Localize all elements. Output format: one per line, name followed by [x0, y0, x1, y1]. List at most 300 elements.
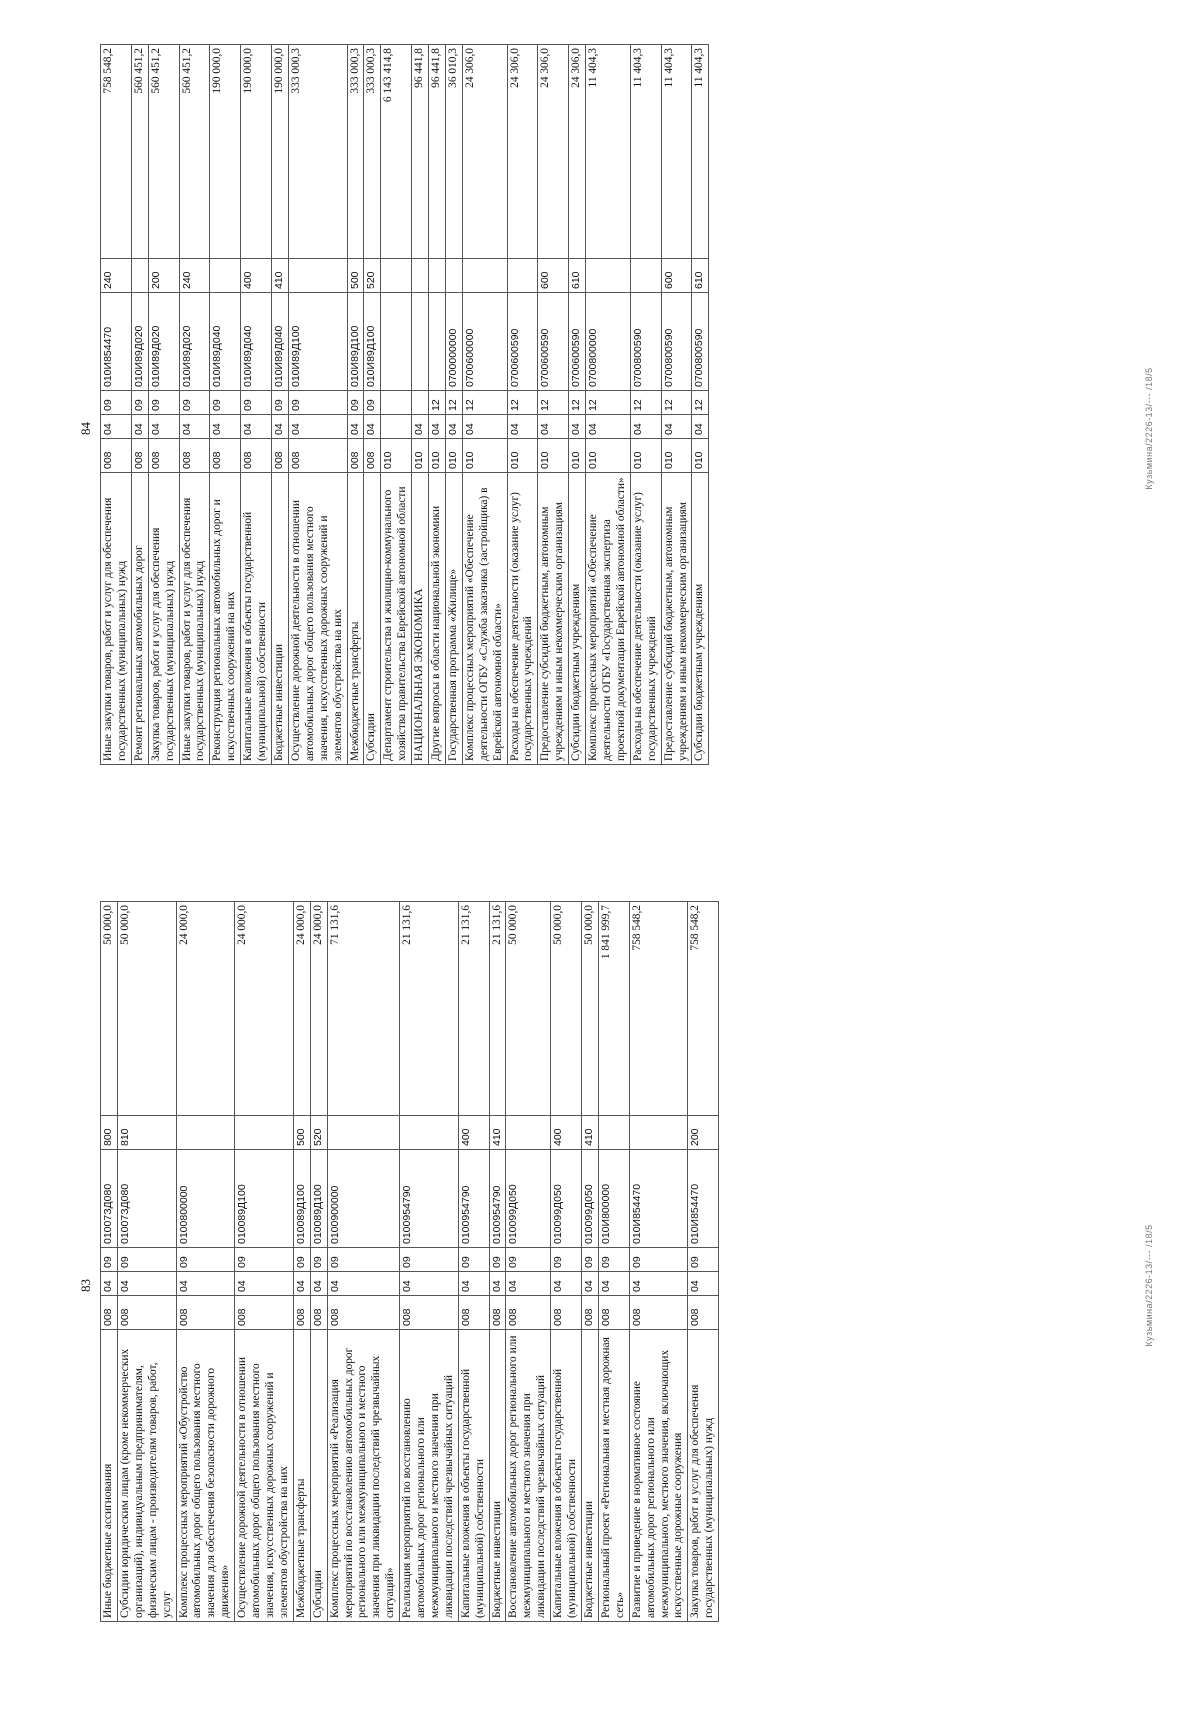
- table-row: [445, 45, 462, 765]
- row-expense-type-code: [235, 1116, 294, 1150]
- row-admin-code: 008: [179, 439, 210, 473]
- page-83: [0, 857, 1200, 1714]
- row-target-code: 0700800000: [586, 293, 631, 391]
- row-expense-type-code: 410: [582, 1116, 599, 1150]
- table-row: [271, 45, 288, 765]
- page-footer: Кузьмина/2226-13/--- /18/5: [1144, 1224, 1154, 1347]
- row-expense-type-code: 810: [117, 1116, 176, 1150]
- row-section-code: 04: [582, 1272, 599, 1296]
- row-target-code: 010И89Д040: [271, 293, 288, 391]
- row-admin-code: 008: [489, 1296, 506, 1330]
- table-row: [293, 902, 310, 1622]
- table-row: [586, 45, 631, 765]
- row-section-code: 04: [629, 1272, 688, 1296]
- row-section-code: 04: [271, 415, 288, 439]
- row-expense-type-code: [429, 259, 446, 293]
- row-subsection-code: 09: [241, 391, 272, 415]
- row-expense-type-code: 240: [101, 259, 132, 293]
- row-name-cell: Ремонт региональных автомобильных дорог: [131, 473, 148, 765]
- row-target-code: 010И89Д100: [347, 293, 364, 391]
- row-target-code: 010И89Д020: [179, 293, 210, 391]
- row-section-code: 04: [569, 415, 586, 439]
- row-subsection-code: 09: [271, 391, 288, 415]
- table-row: [507, 45, 538, 765]
- row-amount: 24 000,0: [235, 902, 294, 1116]
- row-section-code: 04: [506, 1272, 551, 1296]
- row-target-code: 0100954790: [489, 1150, 506, 1248]
- row-subsection-code: 09: [235, 1248, 294, 1272]
- row-expense-type-code: 410: [489, 1116, 506, 1150]
- row-section-code: 04: [101, 415, 132, 439]
- row-amount: 190 000,0: [241, 45, 272, 259]
- row-section-code: 04: [586, 415, 631, 439]
- table-row: [148, 45, 179, 765]
- row-name-cell: Межбюджетные трансферты: [293, 1330, 310, 1622]
- row-admin-code: 008: [458, 1296, 489, 1330]
- row-name-cell: Капитальные вложения в объекты государственной (муниципальной) собственности: [458, 1330, 489, 1622]
- table-row: [551, 902, 582, 1622]
- table-row: [327, 902, 400, 1622]
- row-name-cell: Субсидии: [310, 1330, 327, 1622]
- row-admin-code: 008: [688, 1296, 719, 1330]
- row-name-cell: Комплекс процессных мероприятий «Обустройство автомобильных дорог общего пользования местного значения для обеспечения безопасности дорожного движения»: [176, 1330, 235, 1622]
- row-expense-type-code: [381, 259, 412, 293]
- row-name-cell: Предоставление субсидий бюджетным, автономным учреждениям и иным некоммерческим организациям: [538, 473, 569, 765]
- row-admin-code: 008: [551, 1296, 582, 1330]
- row-expense-type-code: 500: [293, 1116, 310, 1150]
- row-expense-type-code: 600: [661, 259, 692, 293]
- row-target-code: [412, 293, 429, 391]
- row-expense-type-code: 800: [101, 1116, 118, 1150]
- row-section-code: 04: [310, 1272, 327, 1296]
- row-admin-code: 008: [629, 1296, 688, 1330]
- row-name-cell: Реконструкция региональных автомобильных дорог и искусственных сооружений на них: [210, 473, 241, 765]
- row-target-code: 0100900000: [327, 1150, 400, 1248]
- row-name-cell: Субсидии бюджетным учреждениям: [692, 473, 709, 765]
- row-target-code: 010И89Д100: [288, 293, 347, 391]
- row-section-code: 04: [412, 415, 429, 439]
- row-target-code: 0700800590: [692, 293, 709, 391]
- row-amount: 24 306,0: [507, 45, 538, 259]
- row-amount: 24 000,0: [176, 902, 235, 1116]
- row-amount: 758 548,2: [629, 902, 688, 1116]
- row-section-code: 04: [489, 1272, 506, 1296]
- row-subsection-code: 09: [327, 1248, 400, 1272]
- row-target-code: 010099Д050: [551, 1150, 582, 1248]
- table-row: [310, 902, 327, 1622]
- row-name-cell: Другие вопросы в области национальной экономики: [429, 473, 446, 765]
- row-expense-type-code: [506, 1116, 551, 1150]
- row-expense-type-code: 240: [179, 259, 210, 293]
- table-row: [630, 45, 661, 765]
- row-expense-type-code: 400: [241, 259, 272, 293]
- row-expense-type-code: [507, 259, 538, 293]
- table-row: [429, 45, 446, 765]
- row-section-code: 04: [692, 415, 709, 439]
- row-subsection-code: 09: [288, 391, 347, 415]
- row-expense-type-code: 610: [569, 259, 586, 293]
- row-target-code: 010И89Д020: [131, 293, 148, 391]
- row-target-code: 0100800000: [176, 1150, 235, 1248]
- row-expense-type-code: [288, 259, 347, 293]
- row-target-code: 010И89Д020: [148, 293, 179, 391]
- row-section-code: 04: [327, 1272, 400, 1296]
- row-target-code: 010И854470: [688, 1150, 719, 1248]
- row-expense-type-code: [412, 259, 429, 293]
- row-admin-code: 008: [506, 1296, 551, 1330]
- row-name-cell: Восстановление автомобильных дорог регионального или межмуниципального и местного значения при ликвидации последствий чрезвычайных ситуаций: [506, 1330, 551, 1622]
- row-section-code: 04: [551, 1272, 582, 1296]
- row-section-code: 04: [288, 415, 347, 439]
- row-expense-type-code: 520: [310, 1116, 327, 1150]
- row-amount: 190 000,0: [210, 45, 241, 259]
- row-target-code: 010И854470: [101, 293, 132, 391]
- row-name-cell: Субсидии бюджетным учреждениям: [569, 473, 586, 765]
- row-subsection-code: 09: [101, 1248, 118, 1272]
- row-target-code: 0100954790: [400, 1150, 459, 1248]
- row-subsection-code: 09: [400, 1248, 459, 1272]
- table-row: [210, 45, 241, 765]
- row-section-code: [381, 415, 412, 439]
- row-amount: 24 306,0: [569, 45, 586, 259]
- row-subsection-code: 12: [429, 391, 446, 415]
- row-amount: 21 131,6: [400, 902, 459, 1116]
- row-name-cell: Департамент строительства и жилищно-коммунального хозяйства правительства Еврейской автономной области: [381, 473, 412, 765]
- row-amount: 24 000,0: [293, 902, 310, 1116]
- row-admin-code: 008: [235, 1296, 294, 1330]
- row-expense-type-code: [445, 259, 462, 293]
- row-name-cell: Бюджетные инвестиции: [271, 473, 288, 765]
- row-admin-code: 008: [288, 439, 347, 473]
- budget-table-body: [101, 45, 709, 765]
- row-subsection-code: 09: [506, 1248, 551, 1272]
- row-name-cell: Предоставление субсидий бюджетным, автономным учреждениям и иным некоммерческим организациям: [661, 473, 692, 765]
- row-section-code: 04: [458, 1272, 489, 1296]
- row-target-code: 010089Д100: [310, 1150, 327, 1248]
- row-admin-code: 010: [630, 439, 661, 473]
- row-subsection-code: 09: [364, 391, 381, 415]
- row-section-code: 04: [347, 415, 364, 439]
- row-amount: 36 010,3: [445, 45, 462, 259]
- row-subsection-code: [381, 391, 412, 415]
- row-target-code: 0700600590: [538, 293, 569, 391]
- row-section-code: 04: [507, 415, 538, 439]
- row-admin-code: 010: [538, 439, 569, 473]
- row-subsection-code: 12: [445, 391, 462, 415]
- table-row: [661, 45, 692, 765]
- row-subsection-code: 09: [347, 391, 364, 415]
- row-name-cell: Иные закупки товаров, работ и услуг для обеспечения государственных (муниципальных) нужд: [101, 473, 132, 765]
- table-row: [400, 902, 459, 1622]
- table-row: [506, 902, 551, 1622]
- row-admin-code: 010: [507, 439, 538, 473]
- table-row: [381, 45, 412, 765]
- table-row: [458, 902, 489, 1622]
- row-name-cell: Субсидии: [364, 473, 381, 765]
- table-row: [101, 45, 132, 765]
- row-section-code: 04: [429, 415, 446, 439]
- row-name-cell: Государственная программа «Жилище»: [445, 473, 462, 765]
- row-subsection-code: 12: [569, 391, 586, 415]
- row-section-code: 04: [630, 415, 661, 439]
- row-section-code: 04: [117, 1272, 176, 1296]
- row-expense-type-code: 500: [347, 259, 364, 293]
- row-amount: 21 131,6: [489, 902, 506, 1116]
- row-target-code: 010089Д100: [293, 1150, 310, 1248]
- row-target-code: [381, 293, 412, 391]
- row-name-cell: Иные бюджетные ассигнования: [101, 1330, 118, 1622]
- row-amount: 11 404,3: [630, 45, 661, 259]
- row-name-cell: Региональный проект «Региональная и местная дорожная сеть»: [598, 1330, 629, 1622]
- row-admin-code: 008: [310, 1296, 327, 1330]
- row-admin-code: 008: [327, 1296, 400, 1330]
- row-admin-code: 008: [117, 1296, 176, 1330]
- row-section-code: 04: [400, 1272, 459, 1296]
- row-expense-type-code: 610: [692, 259, 709, 293]
- row-amount: 758 548,2: [688, 902, 719, 1116]
- row-subsection-code: 12: [462, 391, 507, 415]
- table-row: [117, 902, 176, 1622]
- row-section-code: 04: [101, 1272, 118, 1296]
- row-admin-code: 008: [293, 1296, 310, 1330]
- row-amount: 1 841 999,7: [598, 902, 629, 1116]
- row-expense-type-code: [598, 1116, 629, 1150]
- budget-table: [100, 44, 709, 765]
- row-section-code: 04: [445, 415, 462, 439]
- table-row: [462, 45, 507, 765]
- row-amount: 24 306,0: [538, 45, 569, 259]
- table-row: [489, 902, 506, 1622]
- row-name-cell: Осуществление дорожной деятельности в отношении автомобильных дорог общего пользования местного значения, искусственных дорожных сооружений и элементов обустройства на них: [288, 473, 347, 765]
- row-expense-type-code: [586, 259, 631, 293]
- row-name-cell: Субсидии юридическим лицам (кроме некоммерческих организаций), индивидуальным предпринимателям, физическим лицам - производителям товаров, работ, услуг: [117, 1330, 176, 1622]
- row-target-code: 01007ЗД080: [117, 1150, 176, 1248]
- table-row: [131, 45, 148, 765]
- page-number: 83: [78, 1279, 93, 1292]
- row-section-code: 04: [598, 1272, 629, 1296]
- row-subsection-code: 12: [586, 391, 631, 415]
- row-amount: 190 000,0: [271, 45, 288, 259]
- table-row: [569, 45, 586, 765]
- row-target-code: 010099Д050: [582, 1150, 599, 1248]
- row-amount: 11 404,3: [661, 45, 692, 259]
- row-subsection-code: 12: [507, 391, 538, 415]
- row-name-cell: Межбюджетные трансферты: [347, 473, 364, 765]
- row-subsection-code: 09: [458, 1248, 489, 1272]
- row-amount: 560 451,2: [148, 45, 179, 259]
- row-admin-code: 008: [148, 439, 179, 473]
- row-name-cell: Бюджетные инвестиции: [582, 1330, 599, 1622]
- table-row: [629, 902, 688, 1622]
- row-target-code: 01007ЗД080: [101, 1150, 118, 1248]
- row-expense-type-code: 400: [458, 1116, 489, 1150]
- row-amount: 96 441,8: [429, 45, 446, 259]
- row-expense-type-code: 600: [538, 259, 569, 293]
- row-subsection-code: 09: [117, 1248, 176, 1272]
- row-amount: 333 000,3: [347, 45, 364, 259]
- table-row: [364, 45, 381, 765]
- row-target-code: 010И854470: [629, 1150, 688, 1248]
- row-target-code: 010099Д050: [506, 1150, 551, 1248]
- row-section-code: 04: [293, 1272, 310, 1296]
- row-subsection-code: 09: [310, 1248, 327, 1272]
- row-admin-code: 010: [445, 439, 462, 473]
- row-expense-type-code: [462, 259, 507, 293]
- row-expense-type-code: 200: [688, 1116, 719, 1150]
- row-name-cell: Развитие и приведение в нормативное состояние автомобильных дорог регионального или межмуниципального, местного значения, включающих искусственные дорожные сооружения: [629, 1330, 688, 1622]
- row-name-cell: Комплекс процессных мероприятий «Обеспечение деятельности ОГБУ «Государственная экспертиза проектной документации Еврейской автономной области»: [586, 473, 631, 765]
- table-row: [179, 45, 210, 765]
- row-section-code: 04: [148, 415, 179, 439]
- row-name-cell: Иные закупки товаров, работ и услуг для обеспечения государственных (муниципальных) нужд: [179, 473, 210, 765]
- row-admin-code: 008: [101, 439, 132, 473]
- row-admin-code: 008: [176, 1296, 235, 1330]
- row-admin-code: 010: [586, 439, 631, 473]
- row-section-code: 04: [235, 1272, 294, 1296]
- row-subsection-code: 09: [629, 1248, 688, 1272]
- row-amount: 50 000,0: [582, 902, 599, 1116]
- row-subsection-code: 09: [293, 1248, 310, 1272]
- row-admin-code: 008: [271, 439, 288, 473]
- row-admin-code: 008: [582, 1296, 599, 1330]
- row-amount: 560 451,2: [131, 45, 148, 259]
- table-row: [241, 45, 272, 765]
- table-row: [538, 45, 569, 765]
- row-section-code: 04: [462, 415, 507, 439]
- row-section-code: 04: [241, 415, 272, 439]
- budget-table-body: [101, 902, 719, 1622]
- row-subsection-code: 12: [692, 391, 709, 415]
- row-subsection-code: 09: [101, 391, 132, 415]
- row-amount: 758 548,2: [101, 45, 132, 259]
- row-admin-code: 010: [381, 439, 412, 473]
- row-admin-code: 008: [101, 1296, 118, 1330]
- row-subsection-code: 09: [688, 1248, 719, 1272]
- row-expense-type-code: 520: [364, 259, 381, 293]
- row-subsection-code: 12: [661, 391, 692, 415]
- row-amount: 50 000,0: [101, 902, 118, 1116]
- table-row: [582, 902, 599, 1622]
- row-admin-code: 010: [692, 439, 709, 473]
- row-subsection-code: 09: [179, 391, 210, 415]
- row-subsection-code: 12: [630, 391, 661, 415]
- table-row: [412, 45, 429, 765]
- row-expense-type-code: 410: [271, 259, 288, 293]
- row-subsection-code: 09: [210, 391, 241, 415]
- row-subsection-code: 09: [582, 1248, 599, 1272]
- table-row: [692, 45, 709, 765]
- page-footer: Кузьмина/2226-13/--- /18/5: [1144, 367, 1154, 490]
- row-expense-type-code: 400: [551, 1116, 582, 1150]
- row-subsection-code: [412, 391, 429, 415]
- table-row: [101, 902, 118, 1622]
- row-amount: 11 404,3: [692, 45, 709, 259]
- row-section-code: 04: [210, 415, 241, 439]
- table-row: [176, 902, 235, 1622]
- row-admin-code: 010: [429, 439, 446, 473]
- row-target-code: 010И800000: [598, 1150, 629, 1248]
- row-subsection-code: 09: [489, 1248, 506, 1272]
- row-section-code: 04: [661, 415, 692, 439]
- row-name-cell: Расходы на обеспечение деятельности (оказание услуг) государственных учреждений: [630, 473, 661, 765]
- row-target-code: 010И89Д100: [364, 293, 381, 391]
- row-amount: 24 000,0: [310, 902, 327, 1116]
- row-target-code: [429, 293, 446, 391]
- row-subsection-code: 09: [598, 1248, 629, 1272]
- row-expense-type-code: [400, 1116, 459, 1150]
- row-expense-type-code: [176, 1116, 235, 1150]
- row-admin-code: 010: [661, 439, 692, 473]
- row-name-cell: Реализация мероприятий по восстановлению автомобильных дорог регионального или межмуниципального и местного значения при ликвидации последствий чрезвычайных ситуаций: [400, 1330, 459, 1622]
- row-admin-code: 008: [241, 439, 272, 473]
- row-target-code: 0700600000: [462, 293, 507, 391]
- row-admin-code: 008: [400, 1296, 459, 1330]
- row-target-code: 0700800590: [661, 293, 692, 391]
- row-target-code: 010И89Д040: [241, 293, 272, 391]
- row-section-code: 04: [176, 1272, 235, 1296]
- row-amount: 333 000,3: [364, 45, 381, 259]
- page-number: 84: [78, 422, 93, 435]
- row-name-cell: Расходы на обеспечение деятельности (оказание услуг) государственных учреждений: [507, 473, 538, 765]
- row-target-code: 010И89Д040: [210, 293, 241, 391]
- row-amount: 11 404,3: [586, 45, 631, 259]
- table-row: [235, 902, 294, 1622]
- row-name-cell: Комплекс процессных мероприятий «Реализация мероприятий по восстановлению автомобильных дорог регионального или межмуниципального и местного значения при ликвидации последствий чрезвычайных ситуаций»: [327, 1330, 400, 1622]
- row-expense-type-code: [630, 259, 661, 293]
- row-amount: 50 000,0: [551, 902, 582, 1116]
- row-subsection-code: 09: [148, 391, 179, 415]
- row-amount: 24 306,0: [462, 45, 507, 259]
- row-target-code: 010089Д100: [235, 1150, 294, 1248]
- row-amount: 50 000,0: [117, 902, 176, 1116]
- row-expense-type-code: 200: [148, 259, 179, 293]
- row-admin-code: 008: [347, 439, 364, 473]
- row-amount: 333 000,3: [288, 45, 347, 259]
- row-section-code: 04: [688, 1272, 719, 1296]
- row-admin-code: 010: [412, 439, 429, 473]
- row-expense-type-code: [210, 259, 241, 293]
- table-row: [598, 902, 629, 1622]
- row-subsection-code: 12: [538, 391, 569, 415]
- row-amount: 21 131,6: [458, 902, 489, 1116]
- row-expense-type-code: [629, 1116, 688, 1150]
- row-admin-code: 008: [210, 439, 241, 473]
- row-admin-code: 010: [462, 439, 507, 473]
- row-name-cell: Бюджетные инвестиции: [489, 1330, 506, 1622]
- row-name-cell: НАЦИОНАЛЬНАЯ ЭКОНОМИКА: [412, 473, 429, 765]
- row-target-code: 0700000000: [445, 293, 462, 391]
- row-subsection-code: 09: [176, 1248, 235, 1272]
- row-name-cell: Закупка товаров, работ и услуг для обеспечения государственных (муниципальных) нужд: [688, 1330, 719, 1622]
- row-name-cell: Осуществление дорожной деятельности в отношении автомобильных дорог общего пользования местного значения, искусственных дорожных сооружений и элементов обустройства на них: [235, 1330, 294, 1622]
- row-name-cell: Капитальные вложения в объекты государственной (муниципальной) собственности: [551, 1330, 582, 1622]
- row-expense-type-code: [327, 1116, 400, 1150]
- table-row: [688, 902, 719, 1622]
- row-section-code: 04: [364, 415, 381, 439]
- row-target-code: 0700600590: [507, 293, 538, 391]
- table-row: [347, 45, 364, 765]
- row-target-code: 0700600590: [569, 293, 586, 391]
- row-admin-code: 008: [131, 439, 148, 473]
- row-amount: 50 000,0: [506, 902, 551, 1116]
- row-subsection-code: 09: [131, 391, 148, 415]
- row-amount: 560 451,2: [179, 45, 210, 259]
- row-section-code: 04: [538, 415, 569, 439]
- table-row: [288, 45, 347, 765]
- row-name-cell: Закупка товаров, работ и услуг для обеспечения государственных (муниципальных) нужд: [148, 473, 179, 765]
- row-admin-code: 010: [569, 439, 586, 473]
- row-admin-code: 008: [364, 439, 381, 473]
